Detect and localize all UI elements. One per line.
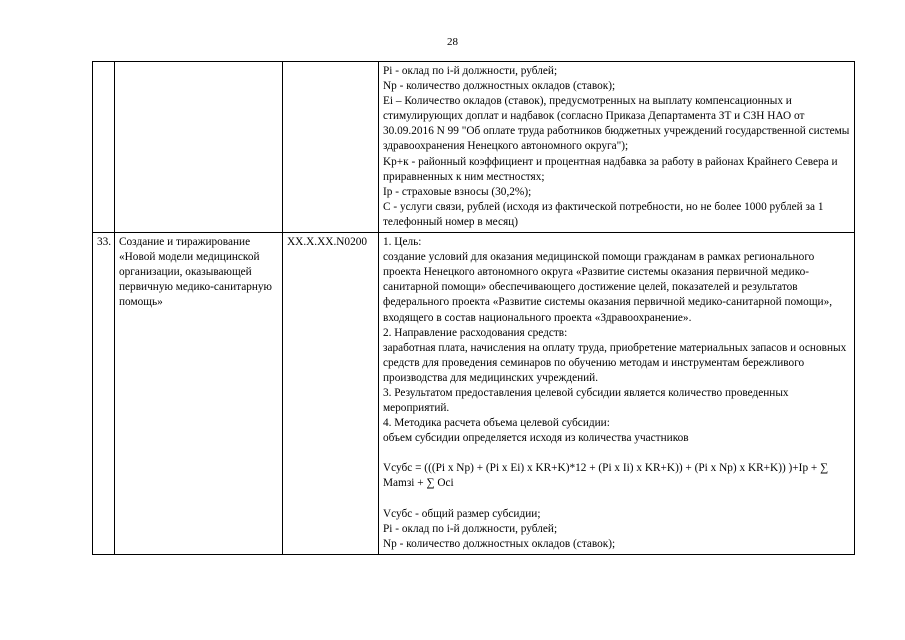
definition-line: Pi - оклад по i-й должности, рублей;: [383, 65, 558, 77]
description-line: заработная плата, начисления на оплату труда, приобретение материальных запасов и основных средств для проведения семинаров по обучению методам и инструментам бережливого производства для медицинских учреждений.: [383, 341, 847, 384]
description-line: объем субсидии определяется исходя из количества участников: [383, 432, 689, 445]
definition-line: Ei – Количество окладов (ставок), предусмотренных на выплату компенсационных и стимулирующих доплат и надбавок (согласно Приказа Департамента ЗТ и СЗН НАО от 30.09.2016 N 99 "Об оплате труда работников бюджетных учреждений государственной системы здравоохранения Ненецкого автономного округа");: [383, 95, 850, 153]
description-line: создание условий для оказания медицинской помощи гражданам в рамках регионального проекта Ненецкого автономного округа «Развитие системы оказания первичной медико-санитарной помощи» обеспечивающего достижение целей, показателей и результатов федерального проекта «Развитие системы оказания первичной медико-санитарной помощи», входящего в состав национального проекта «Здравоохранение».: [383, 251, 833, 324]
row-code-cell: [283, 62, 379, 233]
row-name-cell: Создание и тиражирование «Новой модели медицинской организации, оказывающей первичную медико-санитарную помощь»: [115, 233, 283, 555]
table-row-continued: [93, 62, 855, 233]
row-description-cell: [379, 233, 855, 555]
spacer: [383, 492, 851, 507]
table-row-33: [93, 233, 855, 555]
definition-line: Ip - страховые взносы (30,2%);: [383, 185, 532, 198]
description-line: 4. Методика расчета объема целевой субсидии:: [383, 417, 610, 430]
definition-line: Kр+к - районный коэффициент и процентная надбавка за работу в районах Крайнего Севера и приравненных к ним местностях;: [383, 155, 838, 183]
description-line: 2. Направление расходования средств:: [383, 326, 568, 339]
document-table: [92, 61, 855, 555]
definition-line: Np - количество должностных окладов (ставок);: [383, 80, 616, 93]
row-description-cell: [379, 62, 855, 233]
definition-line: С - услуги связи, рублей (исходя из фактической потребности, но не более 1000 рублей за 1 телефонный номер в месяц): [383, 200, 824, 228]
formula: Vсубс = (((Pi x Np) + (Pi x Ei) x KR+K)*12 + (Pi x Ii) x KR+K)) + (Pi x Np) x KR+K)) )+Ip + ∑ Mamзi + ∑ Oci: [383, 462, 829, 490]
spacer: [383, 446, 851, 461]
row-name-cell: [115, 62, 283, 233]
row-code-cell: XX.X.XX.N0200: [283, 233, 379, 555]
row-number-cell: [93, 62, 115, 233]
description-line: 3. Результатом предоставления целевой субсидии является количество проведенных мероприятий.: [383, 386, 789, 415]
page-number: 28: [447, 36, 458, 48]
description-line: 1. Цель:: [383, 236, 422, 249]
definition-line: Pi - оклад по i-й должности, рублей;: [383, 522, 558, 535]
row-number-cell: 33.: [93, 233, 115, 555]
definition-line: Vсубс - общий размер субсидии;: [383, 507, 541, 520]
definition-line: Np - количество должностных окладов (ставок);: [383, 537, 616, 550]
